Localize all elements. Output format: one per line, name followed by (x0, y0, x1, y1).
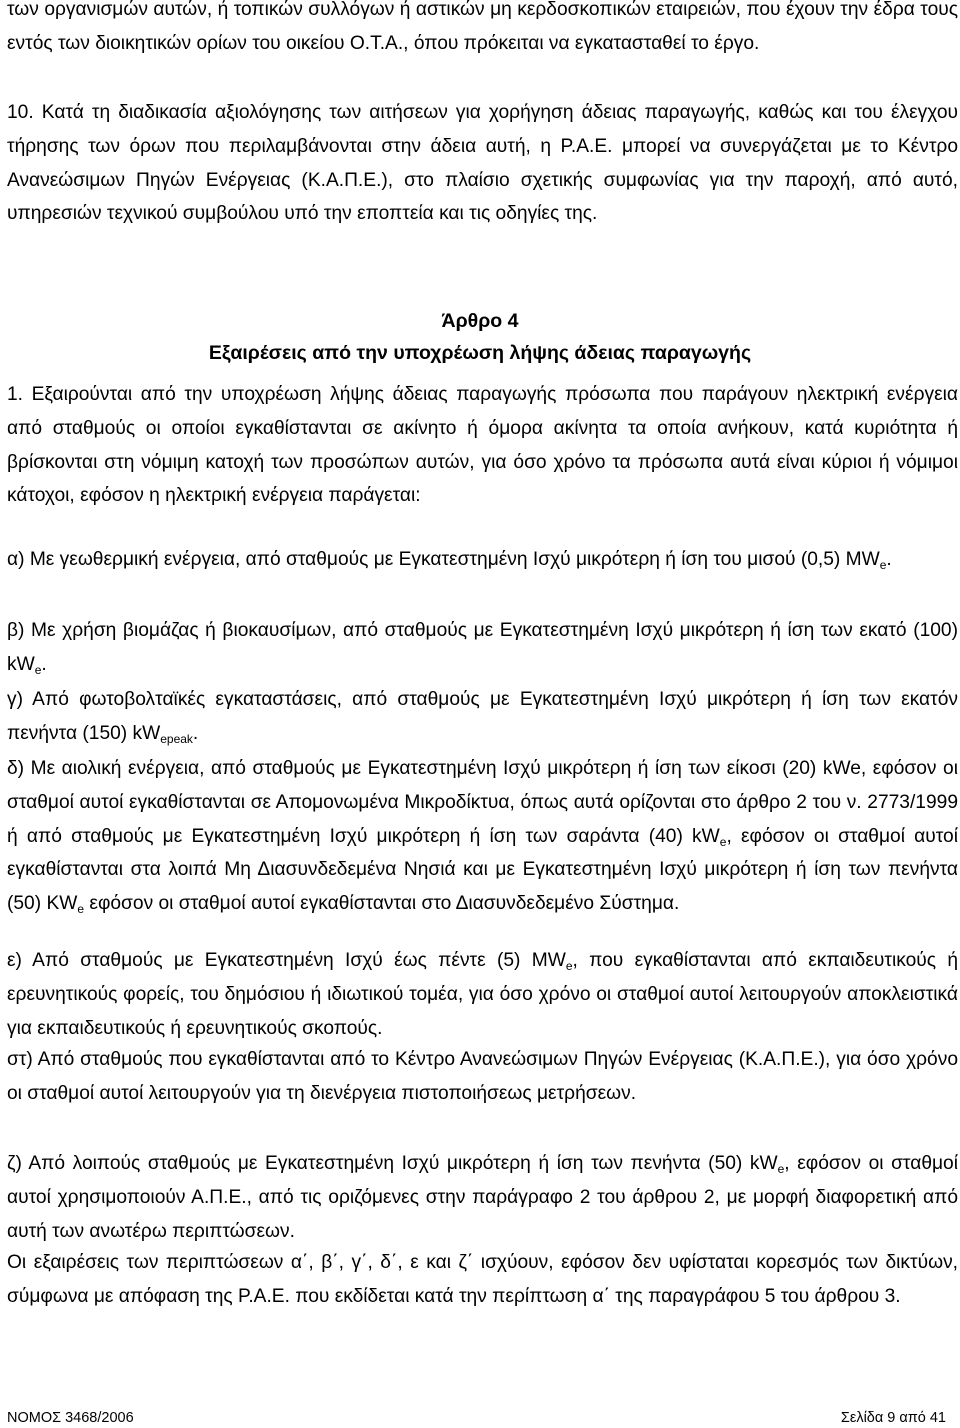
paragraph-st: στ) Από σταθμούς που εγκαθίστανται από το Κέντρο Ανανεώσιμων Πηγών Ενέργειας (Κ.Α.Π.Ε.), για όσο χρόνο οι σταθμοί αυτοί λειτουργούν για τη διενέργεια πιστοποιήσεως μετρήσεων. (7, 1049, 958, 1104)
paragraph-z (7, 1147, 958, 1248)
paragraph-b (7, 614, 958, 682)
paragraph-d-text-2: , εφόσον οι σταθμοί αυτοί εγκαθίστανται στα λοιπά Μη Διασυνδεδεμένα Νησιά και με Εγκατεστημένη Ισχύ μικρότερη ή ίση των πενήντα (50) KW (7, 825, 958, 915)
paragraph-b-sub: e (34, 662, 42, 677)
paragraph-e-text-1: ε) Από σταθμούς με Εγκατεστημένη Ισχύ έως πέντε (5) MW (7, 950, 566, 971)
paragraph-d-sub-2: e (77, 902, 85, 917)
paragraph-b-end: . (41, 653, 47, 675)
paragraph-1: 1. Εξαιρούνται από την υποχρέωση λήψης άδειας παραγωγής πρόσωπα που παράγουν ηλεκτρική ενέργεια από σταθμούς οι οποίοι εγκαθίστανται σε ακίνητο ή όμορα ακίνητα τα οποία ανήκουν, κατά κυριότητα ή βρίσκονται στη νόμιμη κατοχή των προσώπων αυτών, για όσο χρόνο τα πρόσωπα αυτά είναι κύριοι ή νόμιμοι κάτοχοι, εφόσον η ηλεκτρική ενέργεια παράγεται: (7, 384, 958, 507)
paragraph-a-sub: e (879, 558, 887, 572)
footer-page-number: Σελίδα 9 από 41 (840, 1410, 946, 1426)
paragraph-c-sub: epeak (160, 731, 193, 746)
paragraph-a-text: α) Με γεωθερμική ενέργεια, από σταθμούς με Εγκατεστημένη Ισχύ μικρότερη ή ίση του μισού (0,5) MW (7, 549, 880, 570)
footer-law-number: ΝΟΜΟΣ 3468/2006 (7, 1410, 134, 1426)
paragraph-z-text-2: , εφόσον οι σταθμοί αυτοί χρησιμοποιούν Α.Π.Ε., από τις οριζόμενες στην παράγραφο 2 του άρθρου 2, με μορφή διαφορετική από αυτή των ανωτέρω περιπτώσεων. (7, 1153, 958, 1242)
paragraph-closing: Οι εξαιρέσεις των περιπτώσεων α΄, β΄, γ΄, δ΄, ε και ζ΄ ισχύουν, εφόσον δεν υφίσταται κορεσμός των δικτύων, σύμφωνα με απόφαση της Ρ.Α.Ε. που εκδίδεται κατά την περίπτωση α΄ της παραγράφου 5 του άρθρου 3. (7, 1252, 958, 1307)
paragraph-d-sub-1: e (719, 834, 727, 849)
paragraph-d-text-3: εφόσον οι σταθμοί αυτοί εγκαθίστανται στο Διασυνδεδεμένο Σύστημα. (84, 893, 680, 915)
article-subtitle: Εξαιρέσεις από την υποχρέωση λήψης άδειας παραγωγής (208, 342, 752, 364)
paragraph-b-text: β) Με χρήση βιομάζας ή βιοκαυσίμων, από σταθμούς με Εγκατεστημένη Ισχύ μικρότερη ή ίση των εκατό (100) kW (7, 620, 958, 675)
paragraph-c (7, 683, 958, 751)
paragraph-a-end: . (886, 549, 892, 570)
paragraph-intro: των οργανισμών αυτών, ή τοπικών συλλόγων ή αστικών μη κερδοσκοπικών εταιρειών, που έχουν την έδρα τους εντός των διοικητικών ορίων του οικείου Ο.Τ.Α., όπου πρόκειται να εγκατασταθεί το έργο. (7, 0, 958, 54)
paragraph-e-text-2: , που εγκαθίστανται από εκπαιδευτικούς ή ερευνητικούς φορείς, του δημόσιου ή ιδιωτικού τομέα, για όσο χρόνο οι σταθμοί αυτοί λειτουργούν αποκλειστικά για εκπαιδευτικούς ή ερευνητικούς σκοπούς. (7, 950, 958, 1039)
paragraph-e (7, 944, 958, 1045)
paragraph-d-text-1: δ) Με αιολική ενέργεια, από σταθμούς με Εγκατεστημένη Ισχύ μικρότερη ή ίση των είκοσι (20) kWe, εφόσον οι σταθμοί αυτοί εγκαθίστανται σε Απομονωμένα Μικροδίκτυα, όπως αυτά ορίζονται στο άρθρο 2 του ν. 2773/1999 ή από σταθμούς με Εγκατεστημένη Ισχύ μικρότερη ή ίση των σαράντα (40) kW (7, 758, 958, 847)
paragraph-10: 10. Κατά τη διαδικασία αξιολόγησης των αιτήσεων για χορήγηση άδειας παραγωγής, καθώς και του έλεγχου τήρησης των όρων που περιλαμβάνονται στην άδεια αυτή, η Ρ.Α.Ε. μπορεί να συνεργάζεται με το Κέντρο Ανανεώσιμων Πηγών Ενέργειας (Κ.Α.Π.Ε.), στο πλαίσιο σχετικής συμφωνίας για την παροχή, από αυτό, υπηρεσιών τεχνικού συμβούλου υπό την εποπτεία και τις οδηγίες της. (7, 102, 958, 225)
paragraph-z-sub: e (777, 1162, 785, 1176)
paragraph-c-text: γ) Από φωτοβολταϊκές εγκαταστάσεις, από σταθμούς με Εγκατεστημένη Ισχύ μικρότερη ή ίση των εκατόν πενήντα (150) kW (7, 689, 958, 744)
paragraph-c-end: . (192, 722, 199, 744)
paragraph-d (7, 752, 958, 921)
paragraph-z-text-1: ζ) Από λοιπούς σταθμούς με Εγκατεστημένη Ισχύ μικρότερη ή ίση των πενήντα (50) kW (7, 1153, 778, 1174)
paragraph-e-sub: e (565, 959, 573, 973)
article-title: Άρθρο 4 (441, 310, 519, 332)
paragraph-a (7, 543, 958, 577)
